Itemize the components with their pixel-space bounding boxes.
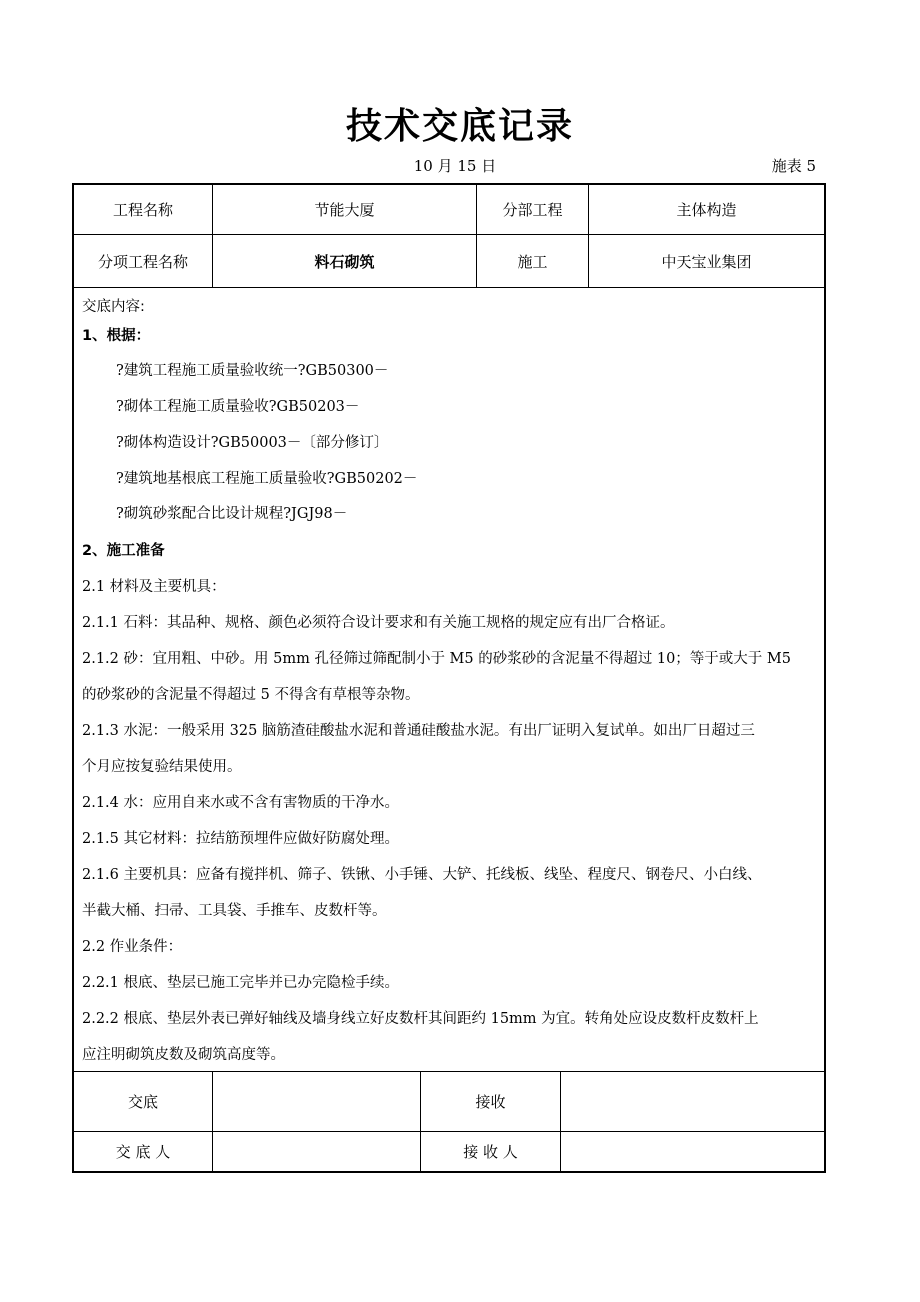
form-number: 施表 5	[771, 157, 816, 175]
receive-label: 接收	[475, 1093, 506, 1111]
handover-label: 交底	[127, 1093, 158, 1111]
project-name-label: 工程名称	[112, 201, 173, 219]
paragraph: 2.1 材料及主要机具：	[82, 579, 226, 595]
paragraph: 应注明砌筑皮数及砌筑高度等。	[82, 1047, 285, 1063]
reference-item: ?砌筑砂浆配合比设计规程?JGJ98－	[116, 506, 348, 522]
construction-label: 施工	[517, 252, 548, 271]
paragraph: 2.1.5 其它材料：拉结筋预埋件应做好防腐处理。	[82, 831, 400, 847]
handover-person-field[interactable]	[213, 1132, 420, 1171]
section-2-title: 2、施工准备	[82, 543, 165, 559]
paragraph: 个月应按复验结果使用。	[82, 759, 242, 775]
paragraph: 半截大桶、扫帚、工具袋、手推车、皮数杆等。	[82, 903, 387, 919]
division-value: 主体构造	[676, 201, 737, 219]
reference-item: ?砌体工程施工质量验收?GB50203－	[116, 399, 360, 415]
division-label: 分部工程	[502, 201, 563, 219]
reference-item: ?建筑工程施工质量验收统一?GB50300－	[116, 363, 389, 379]
receiver-label: 接 收 人	[463, 1143, 518, 1161]
reference-item: ?砌体构造设计?GB50003－〔部分修订〕	[116, 435, 389, 451]
receive-signature-field[interactable]	[561, 1072, 824, 1131]
paragraph: 2.2.2 根底、垫层外表已弹好轴线及墙身线立好皮数杆其间距约 15mm 为宜。转角处应设皮数杆皮数杆上	[82, 1011, 759, 1027]
row-divider	[74, 287, 824, 288]
paragraph: 2.2.1 根底、垫层已施工完毕并已办完隐检手续。	[82, 975, 400, 991]
reference-item: ?建筑地基根底工程施工质量验收?GB50202－	[116, 471, 418, 487]
paragraph: 2.1.1 石料：其品种、规格、颜色必须符合设计要求和有关施工规格的规定应有出厂合格证。	[82, 615, 675, 631]
construction-value: 中天宝业集团	[661, 252, 752, 271]
section-1-title: 1、根据：	[82, 328, 151, 344]
handover-person-label: 交 底 人	[115, 1143, 171, 1161]
subproject-name-label: 分项工程名称	[97, 252, 188, 271]
project-name-value: 节能大厦	[314, 201, 375, 219]
record-table	[72, 183, 826, 1173]
paragraph: 2.1.3 水泥：一般采用 325 脑筋渣硅酸盐水泥和普通硅酸盐水泥。有出厂证明入复试单。如出厂日超过三	[82, 723, 755, 739]
handover-signature-field[interactable]	[213, 1072, 420, 1131]
paragraph: 2.1.2 砂：宜用粗、中砂。用 5mm 孔径筛过筛配制小于 M5 的砂浆砂的含泥量不得超过 10；等于或大于 M5	[82, 651, 791, 667]
paragraph: 的砂浆砂的含泥量不得超过 5 不得含有草根等杂物。	[82, 687, 420, 703]
receiver-field[interactable]	[561, 1132, 824, 1171]
paragraph: 2.2 作业条件：	[82, 939, 183, 955]
record-date: 10 月 15 日	[413, 157, 497, 175]
paragraph: 2.1.4 水：应用自来水或不含有害物质的干净水。	[82, 795, 400, 811]
subproject-name-value: 料石砌筑	[314, 252, 375, 271]
content-intro: 交底内容:	[82, 299, 145, 315]
page-title: 技术交底记录	[345, 106, 574, 147]
paragraph: 2.1.6 主要机具：应备有搅拌机、筛子、铁锹、小手锤、大铲、托线板、线坠、程度尺、钢卷尺、小白线、	[82, 867, 762, 883]
